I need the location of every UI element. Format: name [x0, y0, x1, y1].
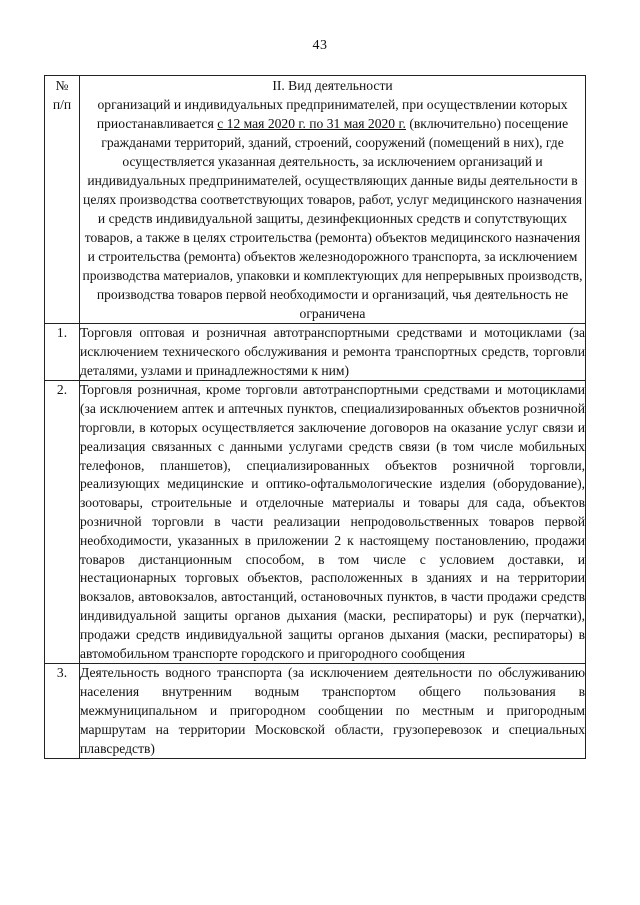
number-column-header [45, 76, 80, 324]
table-header-row [45, 76, 586, 324]
row-number: 3. [45, 664, 80, 759]
table-row [45, 664, 586, 759]
section-description [80, 95, 585, 323]
row-number: 2. [45, 381, 80, 664]
activity-table [44, 75, 586, 759]
table-row [45, 324, 586, 381]
table-row [45, 381, 586, 664]
page-number: 43 [312, 38, 328, 53]
description-before-dates: организаций и индивидуальных предпринимателей, при осуществлении которых приостанавливается [96, 97, 568, 131]
number-abbr: п/п [52, 97, 72, 112]
suspension-dates: с 12 мая 2020 г. по 31 мая 2020 г. [217, 116, 406, 131]
activity-column-header [80, 76, 586, 324]
description-after-dates: (включительно) посещение гражданами территорий, зданий, строений, сооружений (помещений в них), где осуществляется указанная деятельность, за исключением организаций и индивидуальных предпринимателей, осуществляющих данные виды деятельности в целях производства соответствующих товаров, работ, услуг медицинского назначения и средств индивидуальной защиты, дезинфекционных средств и сопутствующих товаров, а также в целях строительства (ремонта) объектов медицинского назначения и строительства (ремонта) объектов железнодорожного транспорта, за исключением производства материалов, упаковки и комплектующих для непрерывных производств, производства товаров первой необходимости и организаций, чья деятельность не ограничена [82, 116, 583, 321]
row-text: Деятельность водного транспорта (за исключением деятельности по обслуживанию населения внутренним водным транспортом общего пользования в межмуниципальном и пригородном сообщении по местным и пригородным маршрутам на территории Московской области, грузоперевозок и специальных плавсредств) [80, 664, 586, 759]
row-text: Торговля оптовая и розничная автотранспортными средствами и мотоциклами (за исключением технического обслуживания и ремонта транспортных средств, торговли деталями, узлами и принадлежностями к ним) [80, 324, 586, 381]
row-number: 1. [45, 324, 80, 381]
section-title: II. Вид деятельности [272, 78, 393, 93]
row-text: Торговля розничная, кроме торговли автотранспортными средствами и мотоциклами (за исключением аптек и аптечных пунктов, специализированных объектов розничной торговли, в которых осуществляется заключение договоров на оказание услуг связи и реализация связанных с данными услугами средств связи (в том числе мобильных телефонов, планшетов), специализированных объектов розничной торговли, реализующих медицинские и оптико-офтальмологические изделия (оборудование), зоотовары, строительные и отделочные материалы и товары для сада, объектов розничной торговли в части реализации непродовольственных товаров первой необходимости, указанных в приложении 2 к настоящему постановлению, продажи товаров дистанционным способом, в том числе с условием доставки, и нестационарных торговых объектов, расположенных в зданиях и на территории вокзалов, автовокзалов, автостанций, остановочных пунктов, в части продажи средств индивидуальной защиты органов дыхания (маски, респираторы) и рук (перчатки), продажи средств индивидуальной защиты органов дыхания (маски, респираторы) в автомобильном транспорте городского и пригородного сообщения [80, 381, 586, 664]
number-sign: № [55, 78, 69, 93]
